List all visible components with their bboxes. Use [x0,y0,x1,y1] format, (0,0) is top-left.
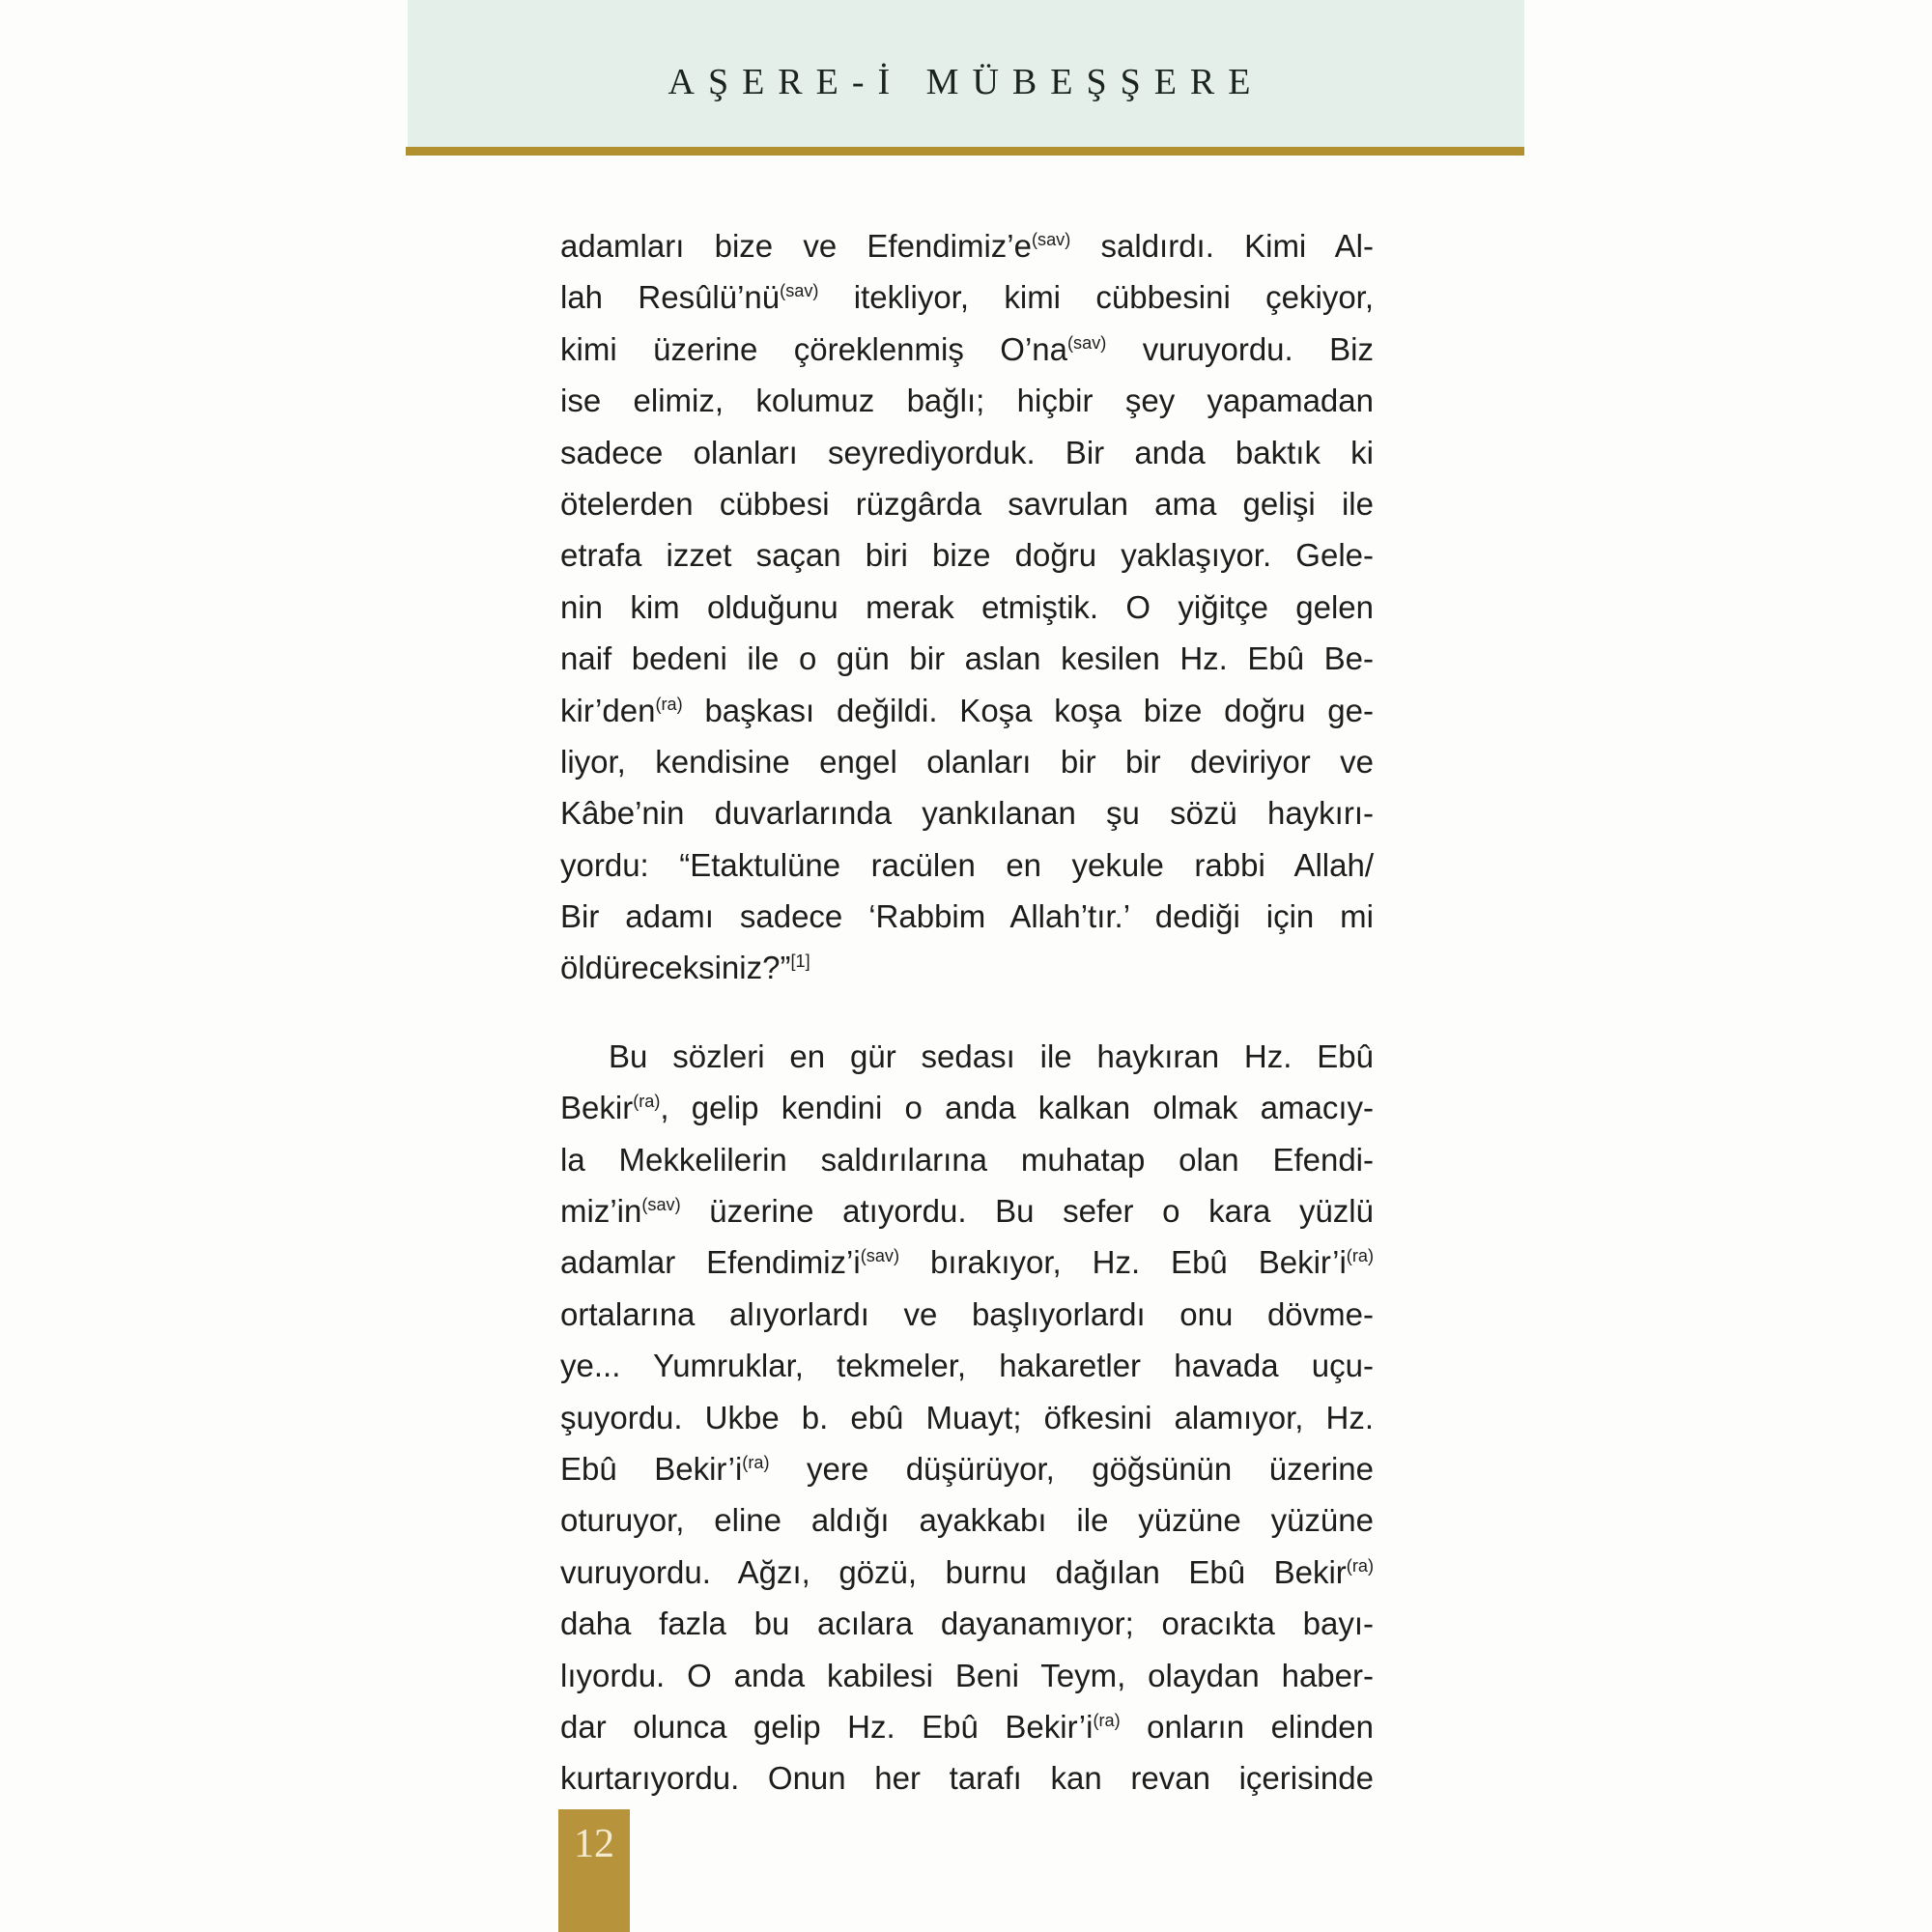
superscript-marker: (ra) [742,1452,770,1472]
page-number-box [558,1809,630,1932]
text-line: ye... Yumruklar, tekmeler, hakaretler havada uçu- [560,1348,1374,1384]
text-line: ortalarına alıyorlardı ve başlıyorlardı onu dövme- [560,1295,1374,1332]
text-line: kimi üzerine çöreklenmiş $O’na^{(sav)}$ vuruyordu. Biz [560,330,1374,367]
superscript-marker: (ra) [655,694,683,714]
superscript-marker: (ra) [1346,1246,1374,1266]
text-line: oturuyor, eline aldığı ayakkabı ile yüzüne yüzüne [560,1502,1374,1539]
body-text [560,220,1374,1804]
text-line: Bu sözleri en gür sedası ile haykıran Hz. Ebû [609,1037,1374,1074]
text-line: $miz’in^{(sav)}$ üzerine atıyordu. Bu sefer o kara yüzlü [560,1193,1374,1230]
superscript-marker: (ra) [633,1092,661,1112]
page-number: 12 [574,1822,614,1866]
superscript-marker: (sav) [860,1246,900,1266]
superscript-marker: (ra) [1093,1710,1121,1730]
text-line: Ebû $Bekir’i^{(ra)}$ yere düşürüyor, göğsünün üzerine [560,1450,1374,1487]
superscript-marker: (sav) [1067,332,1107,353]
text-line: ötelerden cübbesi rüzgârda savrulan ama gelişi ile [560,485,1374,522]
header-band [408,0,1524,147]
text-line: kir’den$^{(ra)}$ başkası değildi. Koşa koşa bize doğru ge- [560,692,1374,728]
superscript-marker: (ra) [1346,1555,1374,1576]
text-line: öldüreceksiniz?”[1] [560,950,810,986]
superscript-marker: (sav) [1031,230,1071,249]
text-line: Kâbe’nin duvarlarında yankılanan şu sözü haykırı- [560,795,1374,832]
text-line: etrafa izzet saçan biri bize doğru yaklaşıyor. Gele- [560,537,1374,574]
page-title: AŞERE-İ MÜBEŞŞERE [668,62,1264,102]
text-line: şuyordu. Ukbe b. ebû Muayt; öfkesini alamıyor, Hz. [560,1399,1374,1435]
header-gold-rule [406,147,1524,156]
superscript-marker: [1] [790,952,810,972]
text-line: vuruyordu. Ağzı, gözü, burnu dağılan Ebû Bekir$^{(ra)}$ [560,1553,1374,1590]
text-line: lah $Resûlü’nü^{(sav)}$ itekliyor, kimi cübbesini çekiyor, [560,279,1375,316]
text-line: yordu: “Etaktulüne racülen en yekule rabbi Allah/ [560,846,1374,883]
text-line: ise elimiz, kolumuz bağlı; hiçbir şey yapamadan [560,383,1374,419]
text-line: adamlar $Efendimiz’i^{(sav)}$ bırakıyor, Hz. Ebû $Bekir’i^{(ra)}$ [560,1244,1374,1281]
superscript-marker: (sav) [641,1195,681,1215]
text-line: naif bedeni ile o gün bir aslan kesilen Hz. Ebû Be- [560,640,1374,677]
text-line: nin kim olduğunu merak etmiştik. O yiğitçe gelen [560,588,1374,625]
text-line: Bekir$^{(ra)}$, gelip kendini o anda kalkan olmak amacıy- [560,1090,1374,1126]
text-line: daha fazla bu acılara dayanamıyor; oracıkta bayı- [560,1605,1374,1642]
text-line: kurtarıyordu. Onun her tarafı kan revan içerisinde [560,1760,1374,1797]
text-line: sadece olanları seyrediyorduk. Bir anda baktık ki [560,434,1374,470]
text-line: liyor, kendisine engel olanları bir bir deviriyor ve [560,743,1374,780]
text-line: lıyordu. O anda kabilesi Beni Teym, olaydan haber- [560,1657,1374,1693]
text-line: adamları bize ve $Efendimiz’e^{(sav)}$ saldırdı. Kimi Al- [560,228,1374,264]
text-line: Bir adamı sadece ‘Rabbim Allah’tır.’ dediği için mi [560,898,1374,935]
text-line: la Mekkelilerin saldırılarına muhatap olan Efendi- [560,1141,1374,1178]
superscript-marker: (sav) [780,281,819,301]
text-line: dar olunca gelip Hz. Ebû $Bekir’i^{(ra)}$ onların elinden [560,1708,1374,1745]
